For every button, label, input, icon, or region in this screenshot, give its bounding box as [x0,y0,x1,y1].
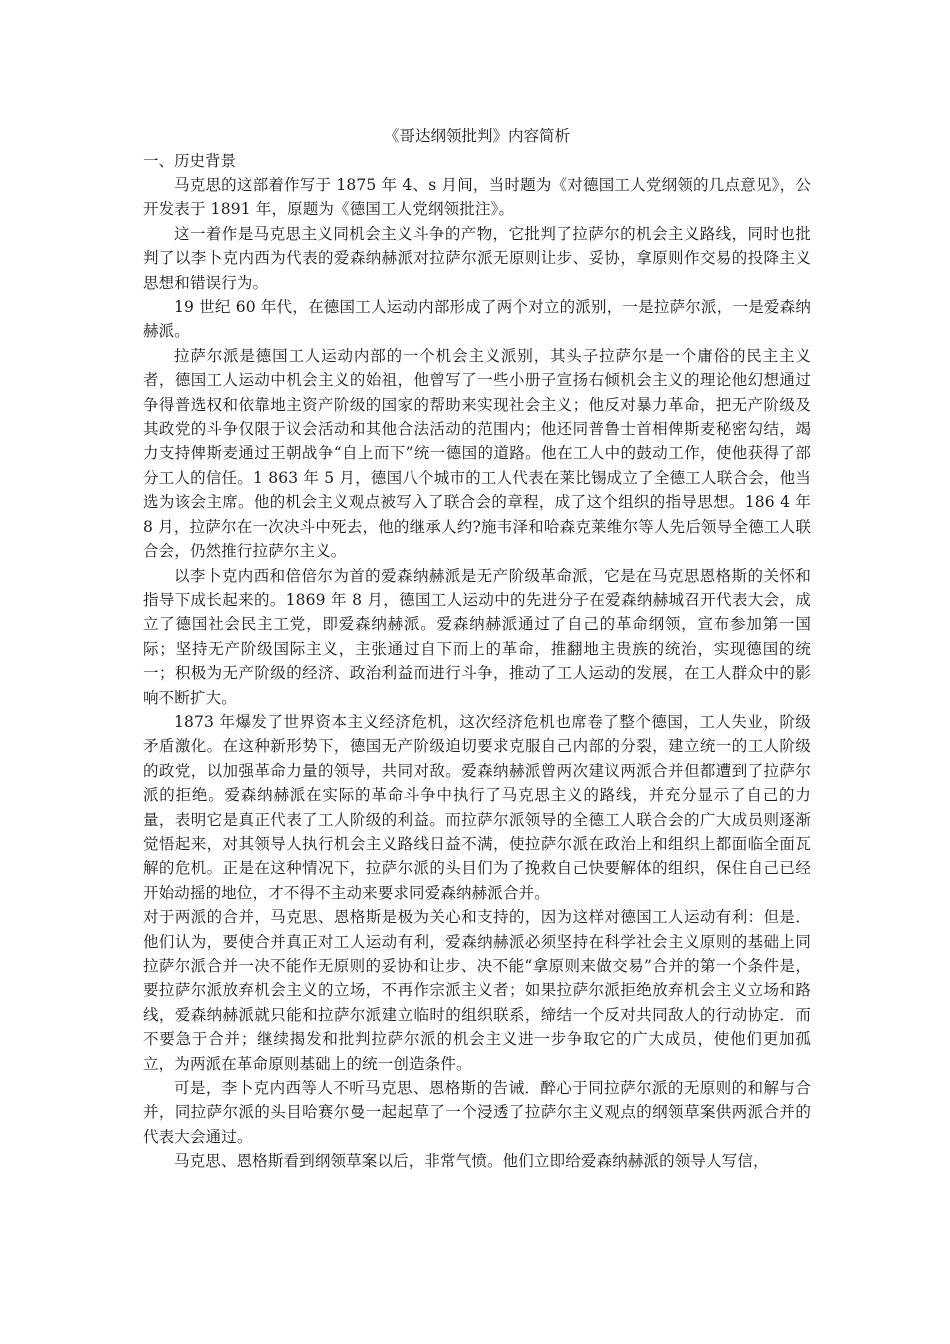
paragraph-7: 对于两派的合并，马克思、恩格斯是极为关心和支持的，因为这样对德国工人运动有利：但是．他们认为，要使合并真正对工人运动有利，爱森纳赫派必须坚持在科学社会主义原则的基础上同拉萨尔派合并一决不能作无原则的妥协和让步、决不能“拿原则来做交易”合并的第一个条件是，要拉萨尔派放弃机会主义的立场，不再作宗派主义者；如果拉萨尔派拒绝放弃机会主义立场和路线，爱森纳赫派就只能和拉萨尔派建立临时的组织联系，缔结一个反对共同敌人的行动协定．而不要急于合并；继续揭发和批判拉萨尔派的机会主义进一步争取它的广大成员，使他们更加孤立，为两派在革命原则基础上的统一创造条件。 [143,908,811,1073]
section-heading: 一、历史背景 [143,152,237,170]
paragraph-4: 拉萨尔派是德国工人运动内部的一个机会主义派别，其头子拉萨尔是一个庸俗的民主主义者，德国工人运动中机会主义的始祖，他曾写了一些小册子宣扬右倾机会主义的理论他幻想通过争得普选权和依靠地主资产阶级的国家的帮助来实现社会主义；他反对暴力革命，把无产阶级及其政党的斗争仅限于议会活动和其他合法活动的范围内；他还同普鲁士首相俾斯麦秘密勾结，竭力支持俾斯麦通过王朝战争“自上而下”统一德国的道路。他在工人中的鼓动工作，使他获得了部分工人的信任。1 863 年 5 月，德国八个城市的工人代表在莱比锡成立了全德工人联合会，他当选为该会主席。他的机会主义观点被写入了联合会的章程，成了这个组织的指导思想。186 4 年 8 月，拉萨尔在一次决斗中死去，他的继承人约?施韦泽和哈森克莱维尔等人先后领导全德工人联合会，仍然推行拉萨尔主义。 [143,346,811,561]
paragraph-5: 以李卜克内西和倍倍尔为首的爱森纳赫派是无产阶级革命派，它是在马克思恩格斯的关怀和指导下成长起来的。1869 年 8 月，德国工人运动中的先进分子在爱森纳赫城召开代表大会，成立了德国社会民主工党，即爱森纳赫派。爱森纳赫派通过了自己的革命纲领，宣布参加第一国际；坚持无产阶级国际主义，主张通过自下而上的革命，推翻地主贵族的统治，实现德国的统一；积极为无产阶级的经济、政治利益而进行斗争，推动了工人运动的发展，在工人群众中的影响不断扩大。 [143,566,811,707]
paragraph-6: 1873 年爆发了世界资本主义经济危机，这次经济危机也席卷了整个德国，工人失业，阶级矛盾激化。在这种新形势下，德国无产阶级迫切要求克服自己内部的分裂，建立统一的工人阶级的政党，以加强革命力量的领导，共同对敌。爱森纳赫派曾两次建议两派合并但都遭到了拉萨尔派的拒绝。爱森纳赫派在实际的革命斗争中执行了马克思主义的路线，并充分显示了自己的力量，表明它是真正代表了工人阶级的利益。而拉萨尔派领导的全德工人联合会的广大成员则逐渐觉悟起来，对其领导人执行机会主义路线日益不满，使拉萨尔派在政治上和组织上都面临全面瓦解的危机。正是在这种情况下，拉萨尔派的头目们为了挽救自己快要解体的组织，保住自己已经开始动摇的地位，才不得不主动来要求同爱森纳赫派合并。 [143,712,811,902]
paragraph-3: 19 世纪 60 年代，在德国工人运动内部形成了两个对立的派别，一是拉萨尔派，一是爱森纳赫派。 [143,298,811,341]
paragraph-8: 可是，李卜克内西等人不听马克思、恩格斯的告诫．醉心于同拉萨尔派的无原则的和解与合并，同拉萨尔派的头目哈赛尔曼一起起草了一个浸透了拉萨尔主义观点的纲领草案供两派合并的代表大会通过。 [143,1079,811,1146]
paragraph-1: 马克思的这部着作写于 1875 年 4、s 月间，当时题为《对德国工人党纲领的几点意见》，公开发表于 1891 年，原题为《德国工人党纲领批注》。 [143,176,811,219]
paragraph-9: 马克思、恩格斯看到纲领草案以后，非常气愤。他们立即给爱森纳赫派的领导人写信， [174,1152,769,1171]
paragraph-2: 这一着作是马克思主义同机会主义斗争的产物，它批判了拉萨尔的机会主义路线，同时也批判了以李卜克内西为代表的爱森纳赫派对拉萨尔派无原则让步、妥协，拿原则作交易的投降主义思想和错误行为。 [143,224,811,292]
document-title: 《哥达纲领批判》内容简析 [383,127,570,145]
document-page [143,124,811,1174]
